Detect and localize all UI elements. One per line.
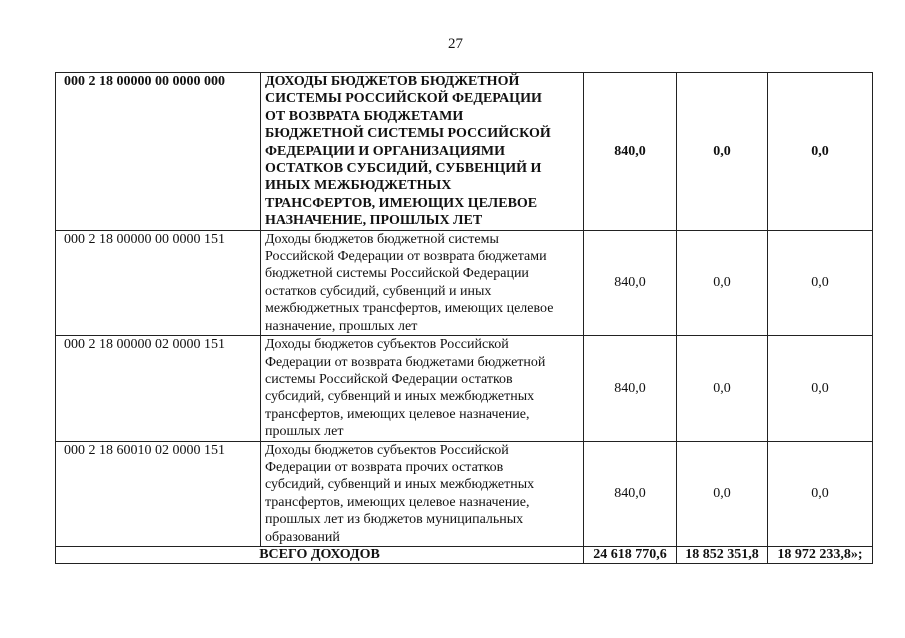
row-value-2: 0,0 bbox=[677, 441, 768, 546]
row-value-2: 0,0 bbox=[677, 230, 768, 335]
table-row bbox=[56, 336, 873, 441]
row-value-3: 0,0 bbox=[768, 73, 873, 231]
total-row bbox=[56, 546, 873, 563]
table-row bbox=[56, 73, 873, 231]
row-name: Доходы бюджетов субъектов Российской Федерации от возврата прочих остатков субсидий, субвенций и иных межбюджетных трансфертов, имеющих целевое назначение, прошлых лет из бюджетов муниципальных образований bbox=[261, 441, 584, 546]
row-value-1: 840,0 bbox=[584, 230, 677, 335]
row-value-2: 0,0 bbox=[677, 336, 768, 441]
row-value-1: 840,0 bbox=[584, 336, 677, 441]
row-name: Доходы бюджетов бюджетной системы Российской Федерации от возврата бюджетами бюджетной системы Российской Федерации остатков субсидий, субвенций и иных межбюджетных трансфертов, имеющих целевое назначение, прошлых лет bbox=[261, 230, 584, 335]
page-number: 27 bbox=[448, 36, 463, 52]
row-value-2: 0,0 bbox=[677, 73, 768, 231]
row-value-3: 0,0 bbox=[768, 230, 873, 335]
row-code: 000 2 18 00000 00 0000 151 bbox=[56, 230, 261, 335]
total-value-2: 18 852 351,8 bbox=[677, 546, 768, 563]
total-value-1: 24 618 770,6 bbox=[584, 546, 677, 563]
table-row bbox=[56, 230, 873, 335]
row-value-1: 840,0 bbox=[584, 441, 677, 546]
row-name: ДОХОДЫ БЮДЖЕТОВ БЮДЖЕТНОЙ СИСТЕМЫ РОССИЙСКОЙ ФЕДЕРАЦИИ ОТ ВОЗВРАТА БЮДЖЕТАМИ БЮДЖЕТНОЙ СИСТЕМЫ РОССИЙСКОЙ ФЕДЕРАЦИИ И ОРГАНИЗАЦИЯМИ ОСТАТКОВ СУБСИДИЙ, СУБВЕНЦИЙ И ИНЫХ МЕЖБЮДЖЕТНЫХ ТРАНСФЕРТОВ, ИМЕЮЩИХ ЦЕЛЕВОЕ НАЗНАЧЕНИЕ, ПРОШЛЫХ ЛЕТ bbox=[261, 73, 584, 231]
row-value-3: 0,0 bbox=[768, 441, 873, 546]
row-code: 000 2 18 00000 00 0000 000 bbox=[56, 73, 261, 231]
table-row bbox=[56, 441, 873, 546]
total-value-3: 18 972 233,8»; bbox=[768, 546, 873, 563]
total-label: ВСЕГО ДОХОДОВ bbox=[56, 546, 584, 563]
row-code: 000 2 18 00000 02 0000 151 bbox=[56, 336, 261, 441]
row-code: 000 2 18 60010 02 0000 151 bbox=[56, 441, 261, 546]
revenue-table bbox=[55, 72, 873, 564]
row-value-3: 0,0 bbox=[768, 336, 873, 441]
row-value-1: 840,0 bbox=[584, 73, 677, 231]
row-name: Доходы бюджетов субъектов Российской Федерации от возврата бюджетами бюджетной системы Российской Федерации остатков субсидий, субвенций и иных межбюджетных трансфертов, имеющих целевое назначение, прошлых лет bbox=[261, 336, 584, 441]
